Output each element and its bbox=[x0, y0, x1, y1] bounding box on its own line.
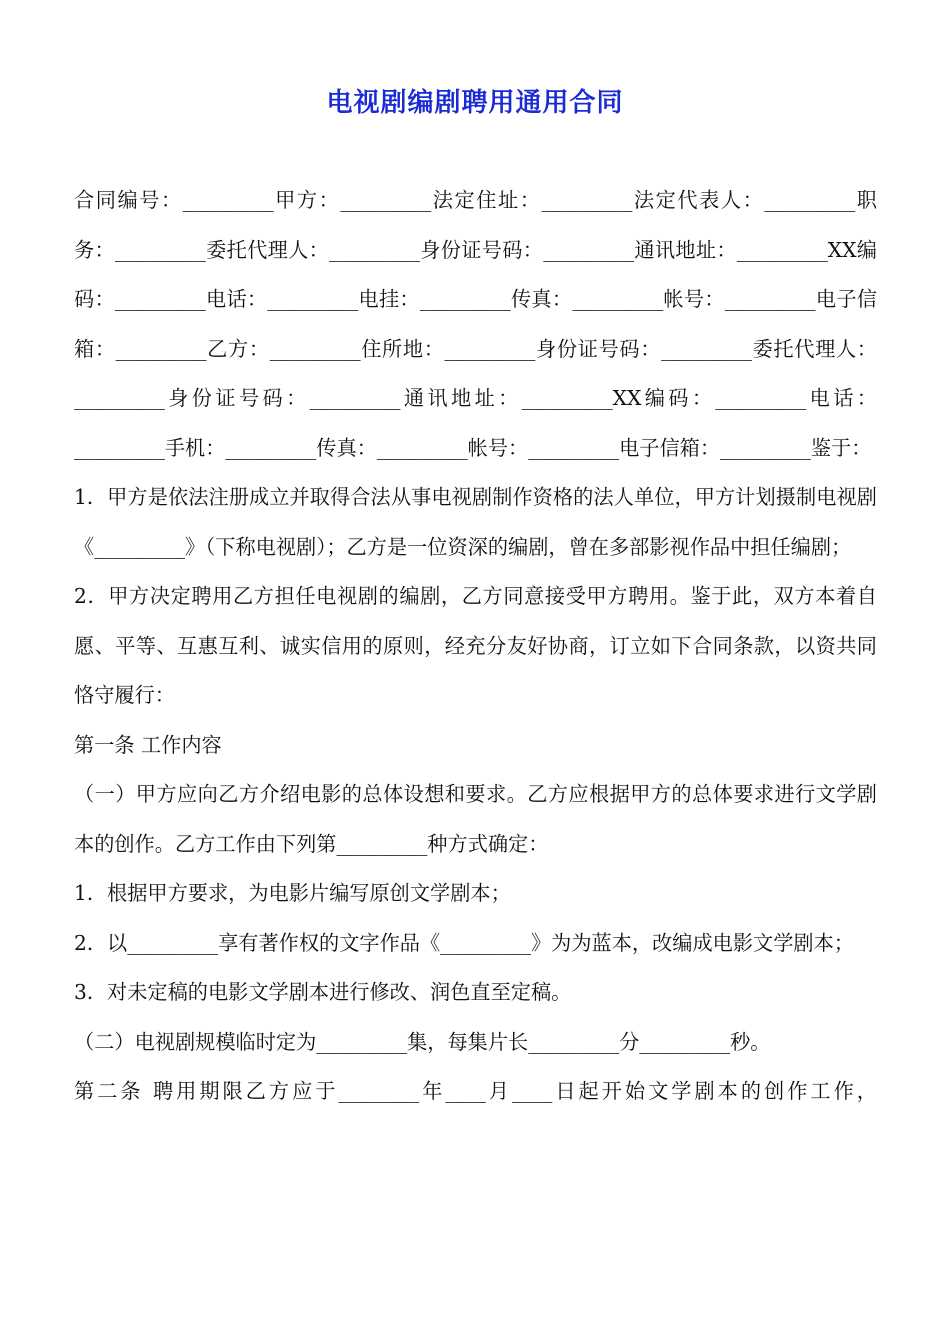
document-title: 电视剧编剧聘用通用合同 bbox=[326, 88, 624, 118]
document-body bbox=[74, 176, 877, 1117]
article-1-item-2: 2．以_________享有著作权的文字作品《_________》为为蓝本，改编成电影文学剧本； bbox=[74, 930, 854, 955]
article-1-clause-2: （二）电视剧规模临时定为_________集，每集片长_________分_________秒。 bbox=[74, 1029, 771, 1054]
party-info-paragraph: 合同编号：_________甲方：_________法定住址：_________法定代表人：_________职务：_________委托代理人：_________身份证号码：_________通讯地址：_________XX编码：_________电话：_________电挂：_________传真：_________帐号：_________电子信箱：_________乙方：_________住所地：_________身份证号码：_________委托代理人：_________身份证号码：_________通讯地址：_________XX编码：_________电话：_________手机：_________传真：_________帐号：_________电子信箱：_________鉴于： bbox=[74, 188, 877, 460]
recital-1-paragraph: 1．甲方是依法注册成立并取得合法从事电视剧制作资格的法人单位，甲方计划摄制电视剧《_________》（下称电视剧）；乙方是一位资深的编剧，曾在多部影视作品中担任编剧； bbox=[74, 485, 877, 559]
article-2-heading: 第二条 聘用期限乙方应于________年____月____日起开始文学剧本的创作工作， bbox=[74, 1079, 877, 1103]
recital-2-paragraph: 2．甲方决定聘用乙方担任电视剧的编剧，乙方同意接受甲方聘用。鉴于此，双方本着自愿、平等、互惠互利、诚实信用的原则，经充分友好协商，订立如下合同条款，以资共同恪守履行： bbox=[74, 584, 877, 707]
article-1-clause-1: （一）甲方应向乙方介绍电影的总体设想和要求。乙方应根据甲方的总体要求进行文学剧本的创作。乙方工作由下列第_________种方式确定： bbox=[74, 782, 877, 856]
article-1-heading: 第一条 工作内容 bbox=[74, 732, 222, 757]
article-1-item-3: 3．对未定稿的电影文学剧本进行修改、润色直至定稿。 bbox=[74, 980, 572, 1004]
article-1-item-1: 1．根据甲方要求，为电影片编写原创文学剧本； bbox=[74, 881, 511, 905]
